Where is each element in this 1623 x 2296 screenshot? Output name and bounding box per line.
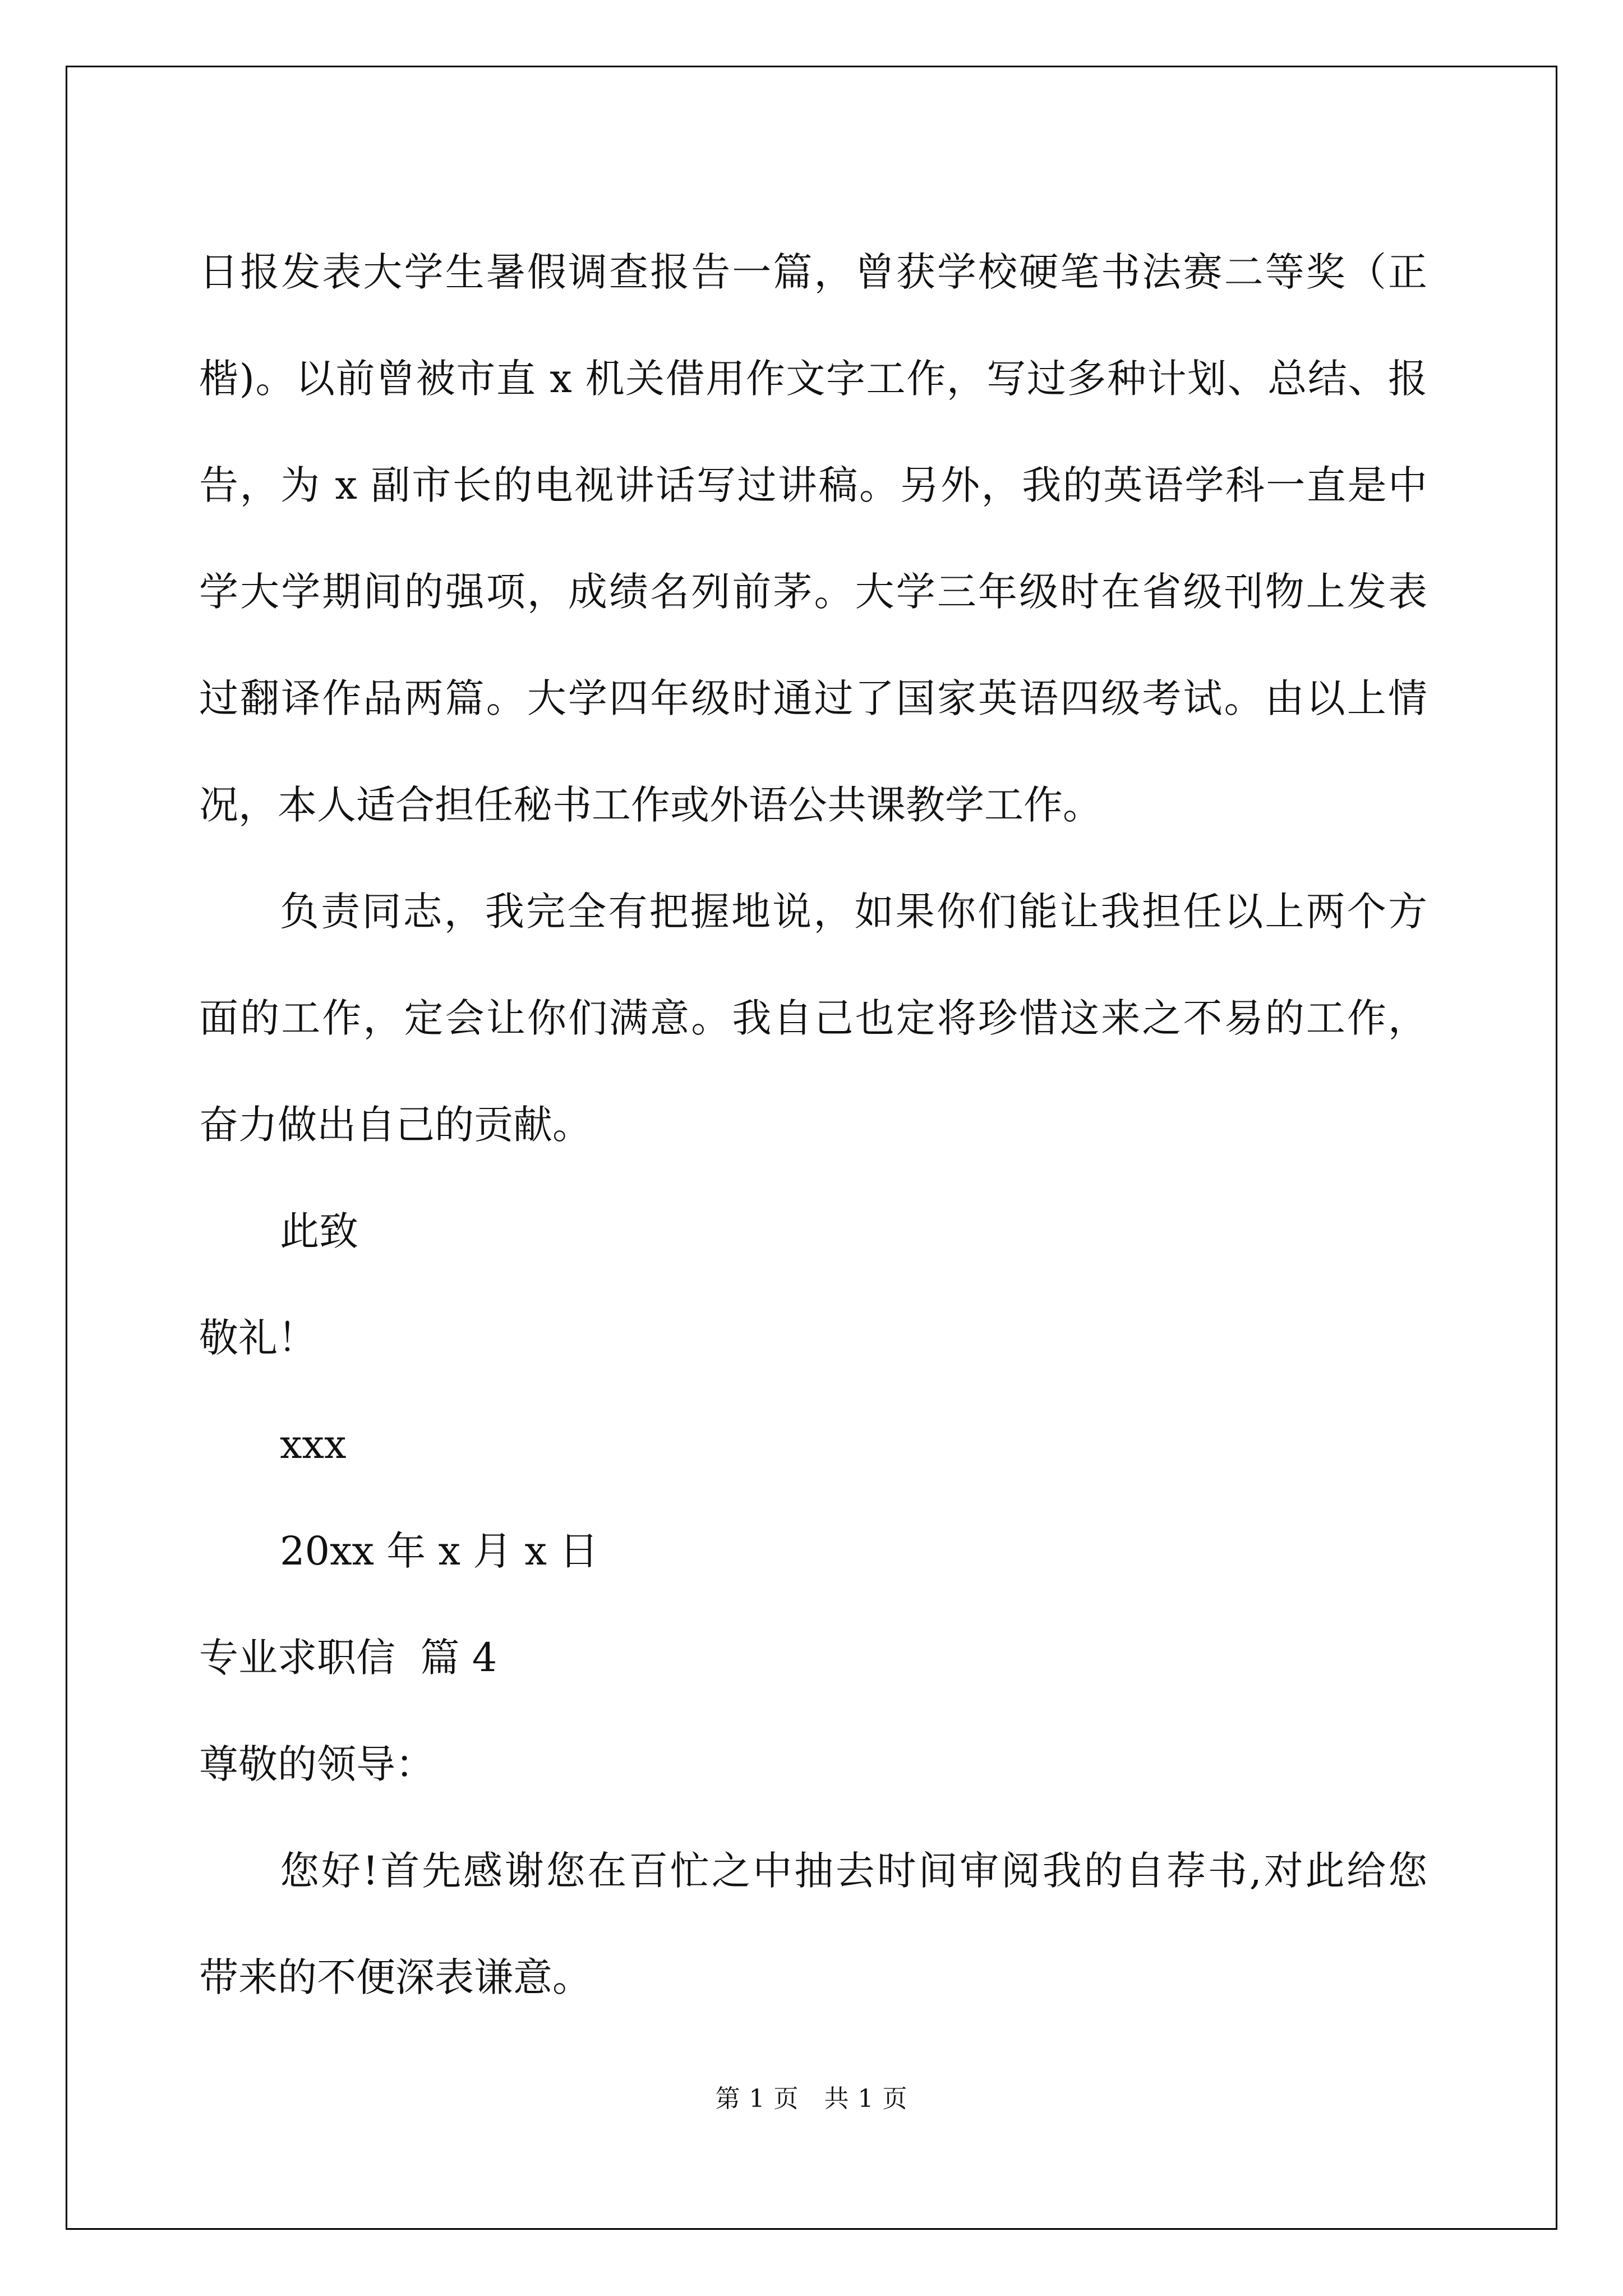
document-body xyxy=(199,219,1427,2031)
text-line: 负责同志，我完全有把握地说，如果你们能让我担任以上两个方 xyxy=(280,889,1427,935)
paragraph-2 xyxy=(199,858,1427,1178)
text-line: 学大学期间的强项，成绩名列前茅。大学三年级时在省级刊物上发表 xyxy=(199,569,1427,615)
page-footer: 第 1 页 共 1 页 xyxy=(715,2085,908,2113)
text-line: 您好!首先感谢您在百忙之中抽去时间审阅我的自荐书,对此给您 xyxy=(280,1848,1427,1894)
signature-date xyxy=(199,1498,1427,1604)
closing-salutation xyxy=(199,1178,1427,1285)
text-line: 敬礼！ xyxy=(199,1315,317,1361)
regards-line xyxy=(199,1285,1427,1391)
text-line: 此致 xyxy=(280,1208,358,1254)
greeting xyxy=(199,1711,1427,1818)
text-line: 日报发表大学生暑假调查报告一篇，曾获学校硬笔书法赛二等奖（正 xyxy=(199,249,1427,295)
text-line: 尊敬的领导： xyxy=(199,1741,435,1787)
text-line: 楷)。以前曾被市直 x 机关借用作文字工作，写过多种计划、总结、报 xyxy=(199,356,1427,402)
text-line: 面的工作，定会让你们满意。我自己也定将珍惜这来之不易的工作， xyxy=(199,995,1427,1041)
section-heading xyxy=(199,1604,1427,1711)
paragraph-3 xyxy=(199,1818,1427,2031)
text-line: 况，本人适合担任秘书工作或外语公共课教学工作。 xyxy=(199,782,1102,828)
paragraph-1 xyxy=(199,219,1427,858)
text-line: 奋力做出自己的贡献。 xyxy=(199,1102,592,1148)
text-line: xxx xyxy=(280,1421,347,1467)
text-line: 告，为 x 副市长的电视讲话写过讲稿。另外，我的英语学科一直是中 xyxy=(199,462,1427,508)
text-line: 20xx 年 x 月 x 日 xyxy=(280,1528,599,1574)
signature-name xyxy=(199,1391,1427,1498)
text-line: 专业求职信 篇 4 xyxy=(199,1635,497,1681)
text-line: 过翻译作品两篇。大学四年级时通过了国家英语四级考试。由以上情 xyxy=(199,675,1427,721)
text-line: 带来的不便深表谦意。 xyxy=(199,1954,592,2000)
